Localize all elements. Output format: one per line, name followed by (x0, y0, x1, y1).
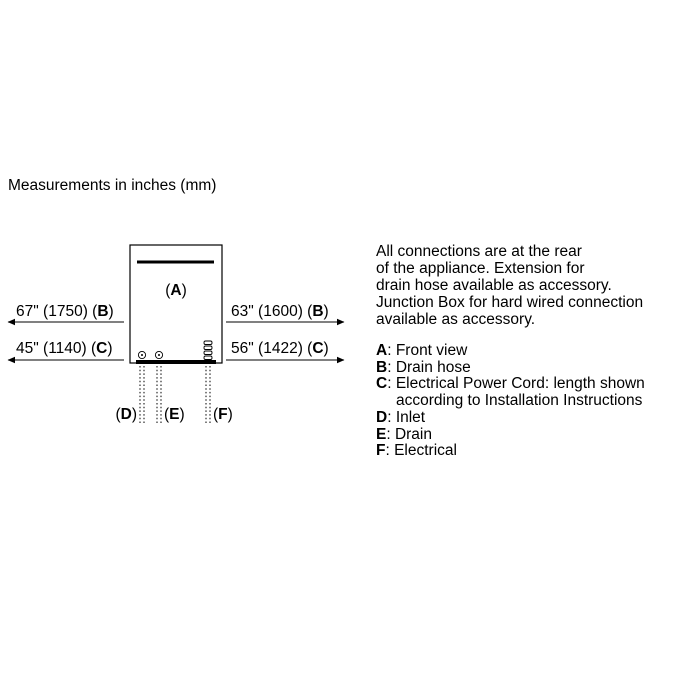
note-line: All connections are at the rear (376, 243, 582, 260)
legend-key: B (376, 358, 388, 376)
legend-item-a (376, 343, 645, 360)
legend-key: E (376, 425, 387, 443)
legend-item-e (376, 427, 645, 444)
legend (376, 343, 645, 460)
legend-key: A (376, 342, 388, 359)
connection-f-label: (F) (213, 406, 233, 423)
inlet-connector-icon (138, 351, 145, 358)
legend-text: : Drain (386, 425, 432, 443)
legend-item-c (376, 376, 645, 393)
note-line: of the appliance. Extension for (376, 260, 585, 277)
legend-text: : Electrical Power Cord: length shown (387, 375, 645, 393)
connection-e-label: (E) (164, 406, 185, 423)
legend-text: : Front view (387, 342, 468, 359)
measurement-caption: Measurements in inches (mm) (8, 177, 217, 194)
legend-key: F (376, 442, 386, 460)
left-top-dimension-label: 67" (1750) (B) (16, 303, 114, 320)
drain-connector-icon (155, 351, 162, 358)
legend-item-c-continuation: according to Installation Instructions (396, 392, 643, 410)
connection-notes (376, 243, 643, 328)
legend-item-b (376, 360, 645, 377)
left-bottom-dimension-label: 45" (1140) (C) (16, 340, 113, 357)
drain-dotted-line (157, 366, 161, 424)
legend-text: : Inlet (387, 408, 426, 426)
inlet-dotted-line (140, 366, 144, 424)
right-bottom-dimension-label: 56" (1422) (C) (231, 340, 329, 357)
legend-text: : Electrical (385, 442, 457, 460)
note-line: drain hose available as accessory. (376, 277, 612, 294)
appliance-label: (A) (165, 282, 187, 299)
legend-text: : Drain hose (387, 358, 471, 376)
connection-d-label: (D) (115, 406, 137, 423)
legend-key: D (376, 408, 388, 426)
legend-item-d (376, 410, 645, 427)
right-top-dimension-label: 63" (1600) (B) (231, 303, 329, 320)
note-line: Junction Box for hard wired connection (376, 294, 644, 311)
electrical-dotted-line (206, 366, 210, 424)
legend-item-f (376, 443, 645, 460)
note-line: available as accessory. (376, 311, 536, 328)
appliance-base (136, 360, 216, 364)
electrical-connector-icon (204, 341, 212, 360)
legend-key: C (376, 375, 388, 393)
